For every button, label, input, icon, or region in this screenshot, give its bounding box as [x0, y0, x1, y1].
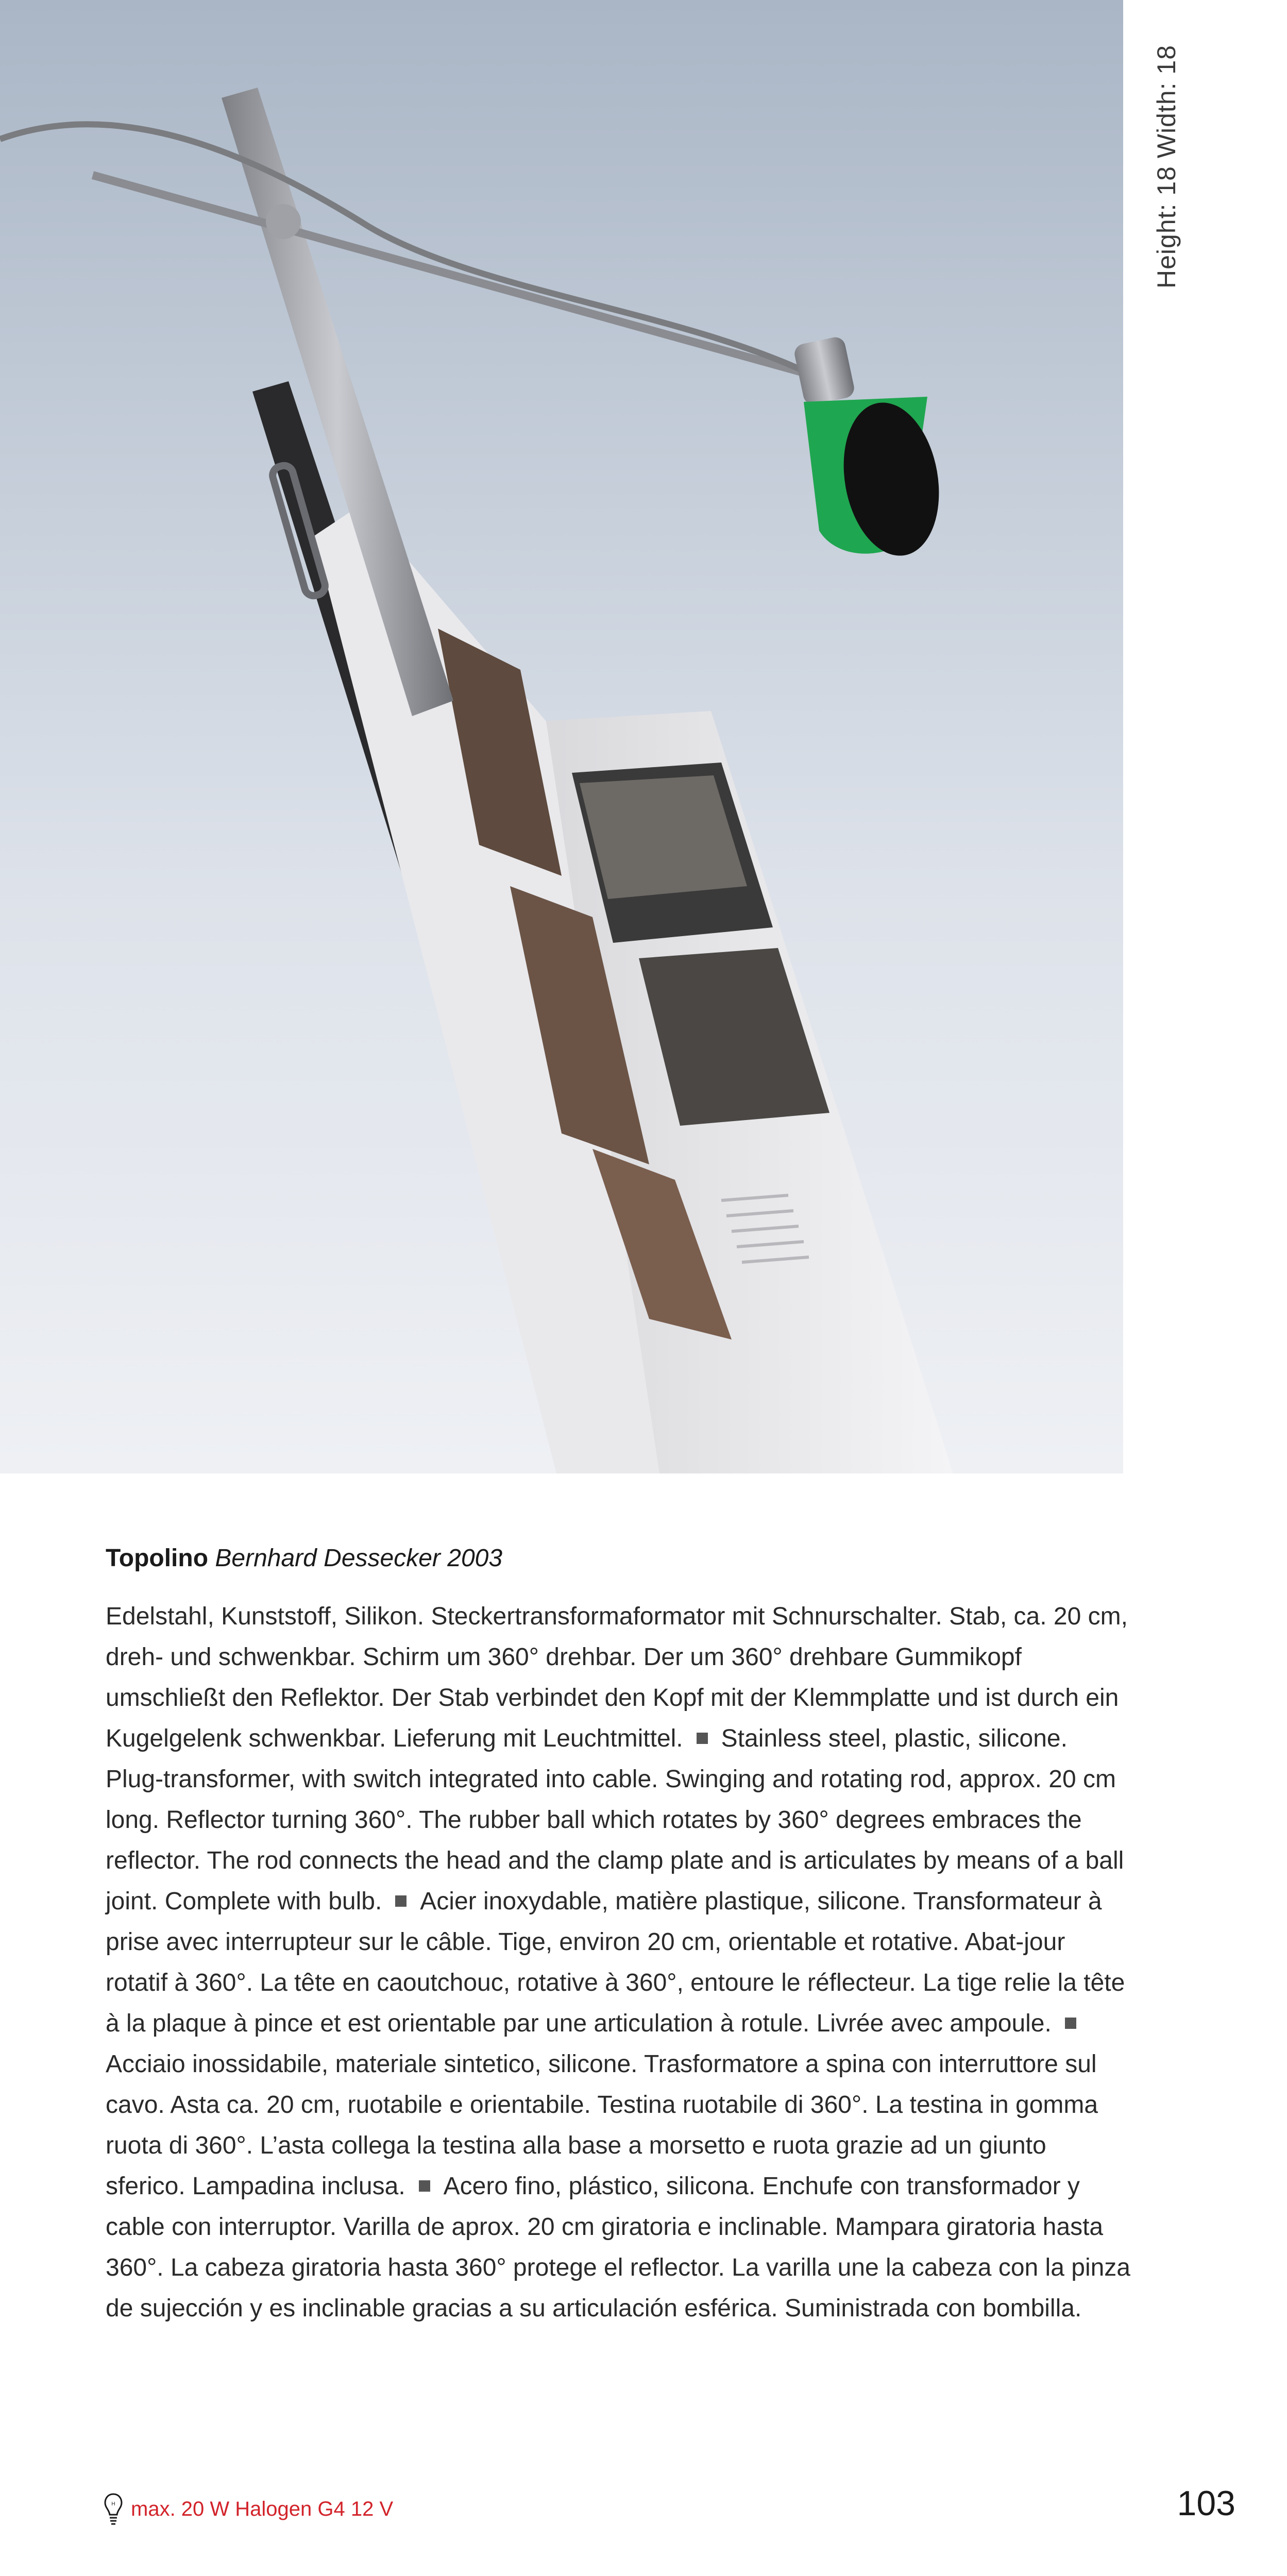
dimensions-label-area — [1123, 0, 1287, 361]
description-en: Stainless steel, plastic, silicone. Plug-transformer, with switch integrated into cable. Swinging and rotating rod, approx. 20 cm long. Reflector turning 360°. The rubber ball which rotates by 360° degrees embraces the reflector. The rod connects the head and the clamp plate and is articulates by means of a ball joint. Complete with bulb. — [106, 1725, 1124, 1915]
dimensions-label: Height: 18 Width: 18 — [1152, 44, 1181, 289]
separator-square-icon — [697, 1733, 708, 1744]
bulb-icon — [103, 2492, 124, 2526]
product-name: Topolino — [106, 1545, 209, 1572]
separator-square-icon — [419, 2180, 430, 2192]
product-caption — [106, 1540, 1131, 2329]
description-fr: Acier inoxydable, matière plastique, silicone. Transformateur à prise avec interrupteur sur le câble. Tige, environ 20 cm, orientable et rotative. Abat-jour rotatif à 360°. La tête en caoutchouc, rotative à 360°, entoure le réflecteur. La tige relie la tête à la plaque à pince et est orientable par une articulation à rotule. Livrée avec ampoule. — [106, 1888, 1125, 2037]
description-es: Acero fino, plástico, silicona. Enchufe con transformador y cable con interruptor. Varilla de aprox. 20 cm giratoria e inclinable. Mampara giratoria hasta 360°. La cabeza giratoria hasta 360° protege el reflector. La varilla une la cabeza con la pinza de sujección y es inclinable gracias a su articulación esférica. Suministrada con bombilla. — [106, 2173, 1130, 2322]
separator-square-icon — [395, 1895, 407, 1907]
separator-square-icon — [1065, 2018, 1076, 2029]
description-it: Acciaio inossidabile, materiale sintetico, silicone. Trasformatore a spina con interruttore sul cavo. Asta ca. 20 cm, ruotabile e orientabile. Testina ruotabile di 360°. La testina in gomma ruota di 360°. L’asta collega la testina alla base a morsetto e ruota grazie ad un giunto sferico. Lampadina inclusa. — [106, 2050, 1098, 2200]
page-number: 103 — [1177, 2484, 1235, 2523]
title-line — [106, 1540, 1131, 1577]
lamp-photo-illustration — [0, 0, 1123, 1473]
footer-spec — [103, 2488, 393, 2530]
svg-text:H: H — [111, 2501, 115, 2507]
description-de: Edelstahl, Kunststoff, Silikon. Steckertransformaformator mit Schnurschalter. Stab, ca. 20 cm, dreh- und schwenkbar. Schirm um 360° drehbar. Der um 360° drehbare Gummikopf umschließt den Reflektor. Der Stab verbindet den Kopf mit der Klemmplatte und ist durch ein Kugelgelenk schwenkbar. Lieferung mit Leuchtmittel. — [106, 1603, 1128, 1752]
designer-credit: Bernhard Dessecker 2003 — [215, 1545, 503, 1572]
bulb-spec: max. 20 W Halogen G4 12 V — [131, 2497, 394, 2520]
product-photo — [0, 0, 1123, 1473]
description-text — [106, 1596, 1131, 2329]
